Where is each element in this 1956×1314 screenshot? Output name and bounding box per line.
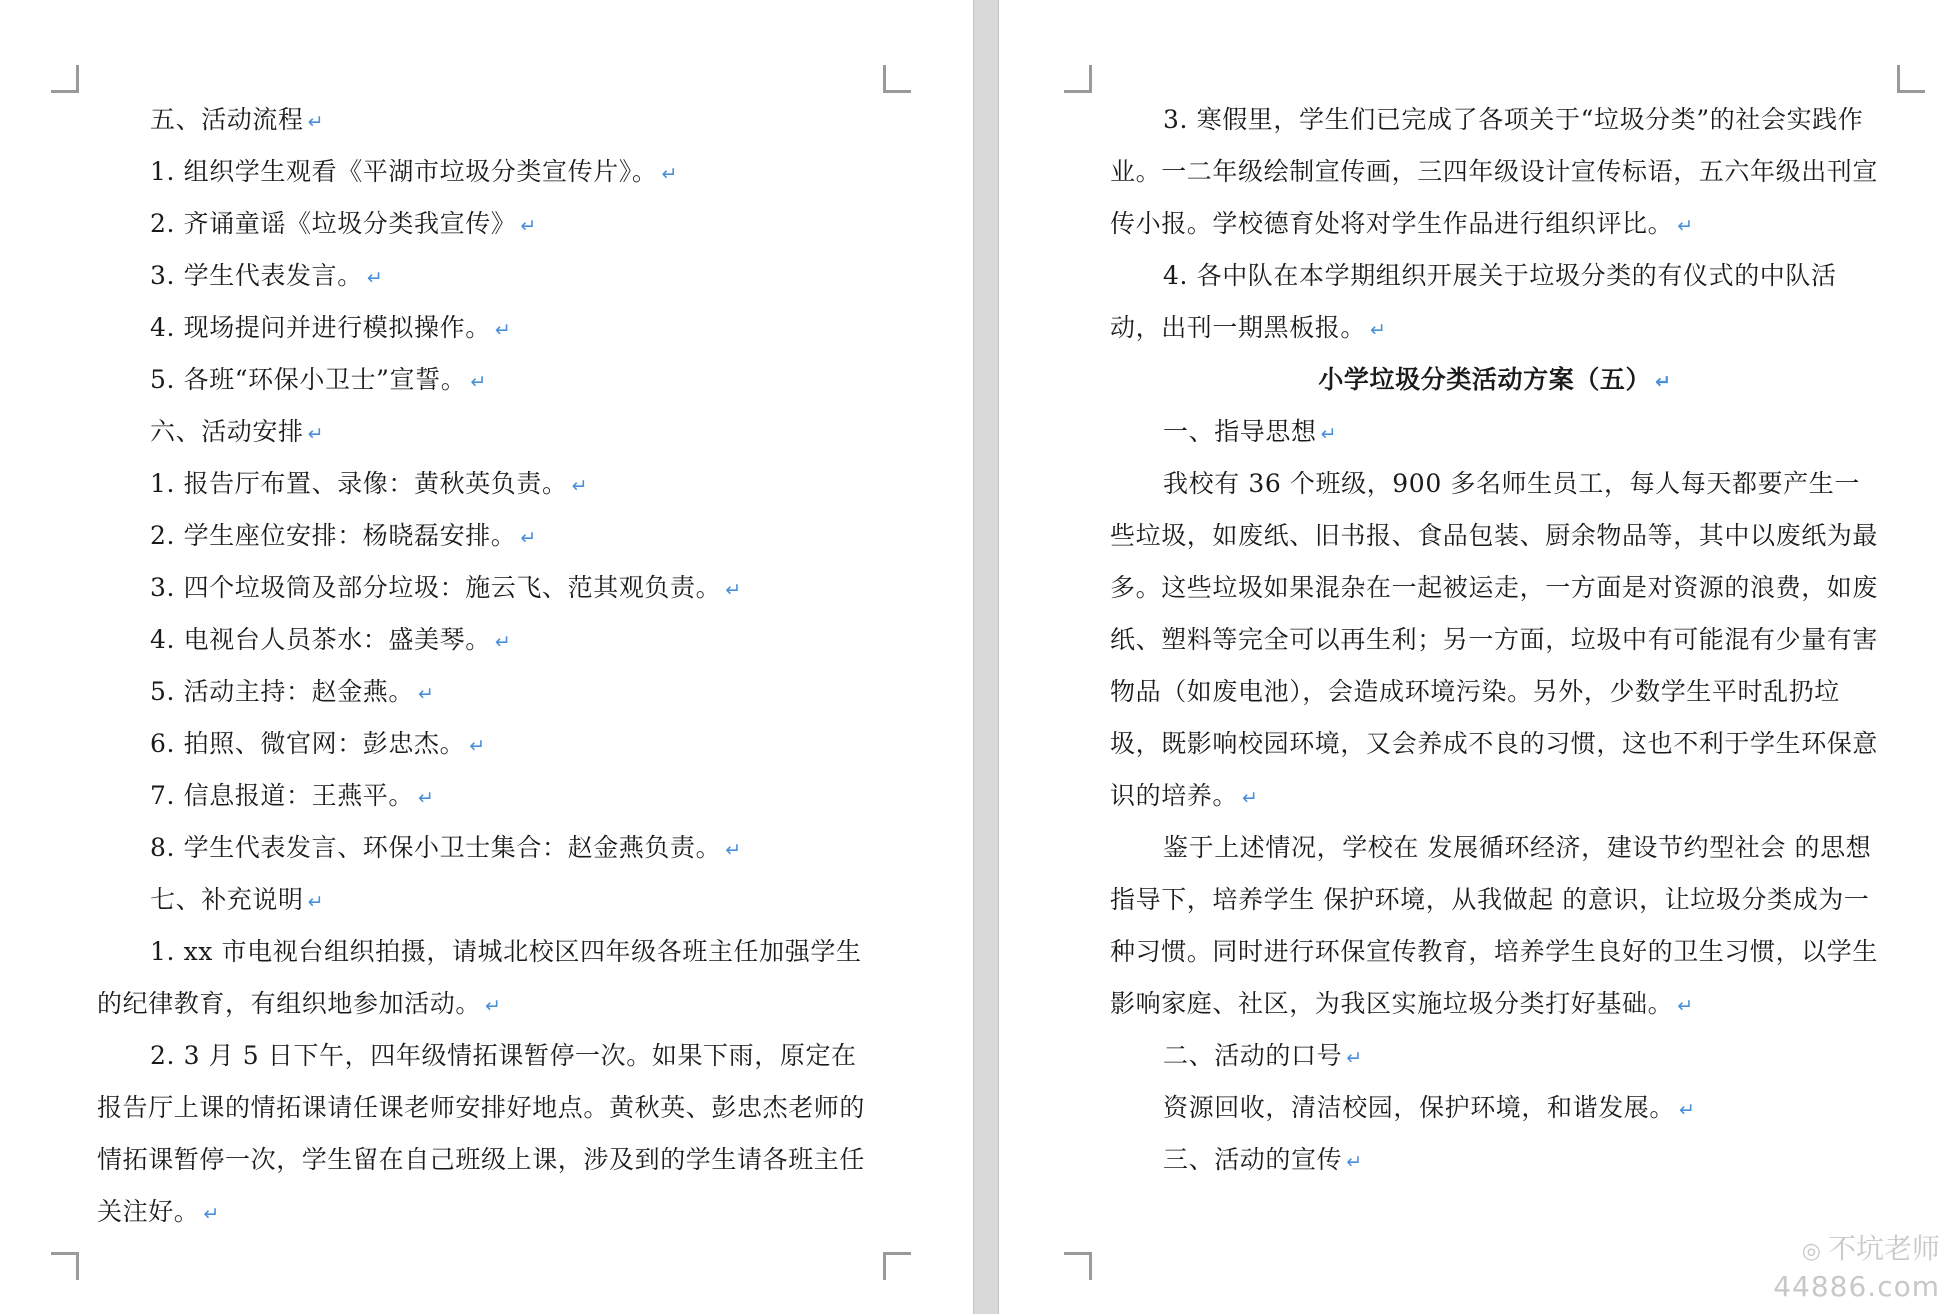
paragraph: 3. 寒假里，学生们已完成了各项关于“垃圾分类”的社会实践作业。一二年级绘制宣传画，三四年级设计宣传标语，五六年级出刊宣传小报。学校德育处将对学生作品进行组织评比。 ↵ — [1110, 105, 1879, 238]
paragraph: 2. 齐诵童谣《垃圾分类我宣传》 ↵ — [150, 209, 537, 238]
paragraph: 5. 各班“环保小卫士”宣誓。 ↵ — [150, 365, 487, 394]
page-gutter — [973, 0, 999, 1314]
paragraph: 二、活动的口号 ↵ — [1163, 1041, 1363, 1070]
corner-mark-top-right — [883, 65, 911, 93]
paragraph-mark-icon: ↵ — [1320, 423, 1338, 445]
paragraph-mark-icon: ↵ — [725, 839, 742, 861]
paragraph-mark-icon: ↵ — [494, 319, 512, 341]
watermark-site: 44886.com — [1773, 1270, 1940, 1303]
paragraph: 一、指导思想 ↵ — [1163, 417, 1338, 446]
paragraph: 1. 组织学生观看《平湖市垃圾分类宣传片》。 ↵ — [150, 157, 679, 186]
section-title: 小学垃圾分类活动方案（五） ↵ — [1318, 365, 1672, 394]
paragraph-mark-icon: ↵ — [485, 995, 502, 1017]
right-page — [999, 0, 1956, 1314]
paragraph-mark-icon: ↵ — [307, 423, 325, 445]
paragraph-mark-icon: ↵ — [203, 1203, 220, 1225]
watermark-brand: 不坑老师 — [1827, 1232, 1940, 1265]
paragraph-mark-icon: ↵ — [1346, 1047, 1363, 1069]
watermark-logo-icon: ◎ — [1801, 1239, 1828, 1264]
paragraph: 2. 学生座位安排：杨晓磊安排。 ↵ — [150, 521, 537, 550]
paragraph: 三、活动的宣传 ↵ — [1163, 1145, 1363, 1174]
paragraph-mark-icon: ↵ — [1679, 1099, 1696, 1121]
paragraph-mark-icon: ↵ — [520, 215, 537, 237]
corner-mark-top-left — [51, 65, 79, 93]
corner-mark-top-left — [1064, 65, 1092, 93]
left-page — [0, 0, 973, 1314]
paragraph: 我校有 36 个班级，900 多名师生员工，每人每天都要产生一些垃圾，如废纸、旧书报、食品包装、厨余物品等，其中以废纸为最多。这些垃圾如果混杂在一起被运走，一方面是对资源的浪费，如废纸、塑料等完全可以再生利；另一方面，垃圾中有可能混有少量有害物品（如废电池），会造成环境污染。另外，少数学生平时乱扔垃圾，既影响校园环境，又会养成不良的习惯，这也不利于学生环保意识的培养。 ↵ — [1110, 469, 1879, 810]
paragraph-mark-icon: ↵ — [366, 267, 384, 289]
paragraph-mark-icon: ↵ — [418, 787, 435, 809]
paragraph: 8. 学生代表发言、环保小卫士集合：赵金燕负责。 ↵ — [150, 833, 742, 862]
corner-mark-bottom-right — [883, 1252, 911, 1280]
paragraph: 七、补充说明 ↵ — [150, 885, 325, 914]
paragraph: 2. 3 月 5 日下午，四年级情拓课暂停一次。如果下雨，原定在报告厅上课的情拓课请任课老师安排好地点。黄秋英、彭忠杰老师的情拓课暂停一次，学生留在自己班级上课，涉及到的学生请各班主任关注好。 ↵ — [97, 1041, 866, 1226]
paragraph: 5. 活动主持：赵金燕。 ↵ — [150, 677, 435, 706]
paragraph: 3. 学生代表发言。 ↵ — [150, 261, 384, 290]
corner-mark-top-right — [1897, 65, 1925, 93]
paragraph-mark-icon: ↵ — [1370, 319, 1387, 341]
paragraph: 4. 各中队在本学期组织开展关于垃圾分类的有仪式的中队活动，出刊一期黑板报。 ↵ — [1110, 261, 1837, 342]
corner-mark-bottom-left — [1064, 1252, 1092, 1280]
paragraph-mark-icon: ↵ — [725, 579, 742, 601]
paragraph-mark-icon: ↵ — [1346, 1151, 1363, 1173]
paragraph-mark-icon: ↵ — [1677, 215, 1694, 237]
paragraph-mark-icon: ↵ — [1242, 787, 1259, 809]
paragraph: 1. 报告厅布置、录像：黄秋英负责。 ↵ — [150, 469, 589, 498]
paragraph-mark-icon: ↵ — [571, 475, 589, 497]
corner-mark-bottom-left — [51, 1252, 79, 1280]
paragraph: 鉴于上述情况，学校在 发展循环经济，建设节约型社会 的思想指导下，培养学生 保护环境，从我做起 的意识，让垃圾分类成为一种习惯。同时进行环保宣传教育，培养学生良好的卫生习惯，以学生影响家庭、社区，为我区实施垃圾分类打好基础。 ↵ — [1110, 833, 1879, 1018]
paragraph-mark-icon: ↵ — [661, 163, 679, 185]
paragraph: 4. 现场提问并进行模拟操作。 ↵ — [150, 313, 512, 342]
paragraph: 7. 信息报道：王燕平。 ↵ — [150, 781, 435, 810]
paragraph-mark-icon: ↵ — [520, 527, 537, 549]
paragraph: 六、活动安排 ↵ — [150, 417, 325, 446]
paragraph-mark-icon: ↵ — [1677, 995, 1694, 1017]
paragraph: 1. xx 市电视台组织拍摄，请城北校区四年级各班主任加强学生的纪律教育，有组织地参加活动。 ↵ — [97, 937, 862, 1018]
paragraph: 五、活动流程 ↵ — [150, 105, 325, 134]
paragraph-mark-icon: ↵ — [307, 891, 325, 913]
paragraph-mark-icon: ↵ — [494, 631, 512, 653]
paragraph: 6. 拍照、微官网：彭忠杰。 ↵ — [150, 729, 486, 758]
paragraph: 4. 电视台人员茶水：盛美琴。 ↵ — [150, 625, 512, 654]
paragraph-mark-icon: ↵ — [469, 735, 486, 757]
paragraph-mark-icon: ↵ — [418, 683, 435, 705]
paragraph-mark-icon: ↵ — [470, 371, 487, 393]
paragraph-mark-icon: ↵ — [307, 111, 325, 133]
paragraph: 3. 四个垃圾筒及部分垃圾：施云飞、范其观负责。 ↵ — [150, 573, 742, 602]
paragraph: 资源回收，清洁校园，保护环境，和谐发展。 ↵ — [1163, 1093, 1696, 1122]
watermark — [1773, 1232, 1940, 1304]
paragraph-mark-icon: ↵ — [1655, 371, 1672, 393]
